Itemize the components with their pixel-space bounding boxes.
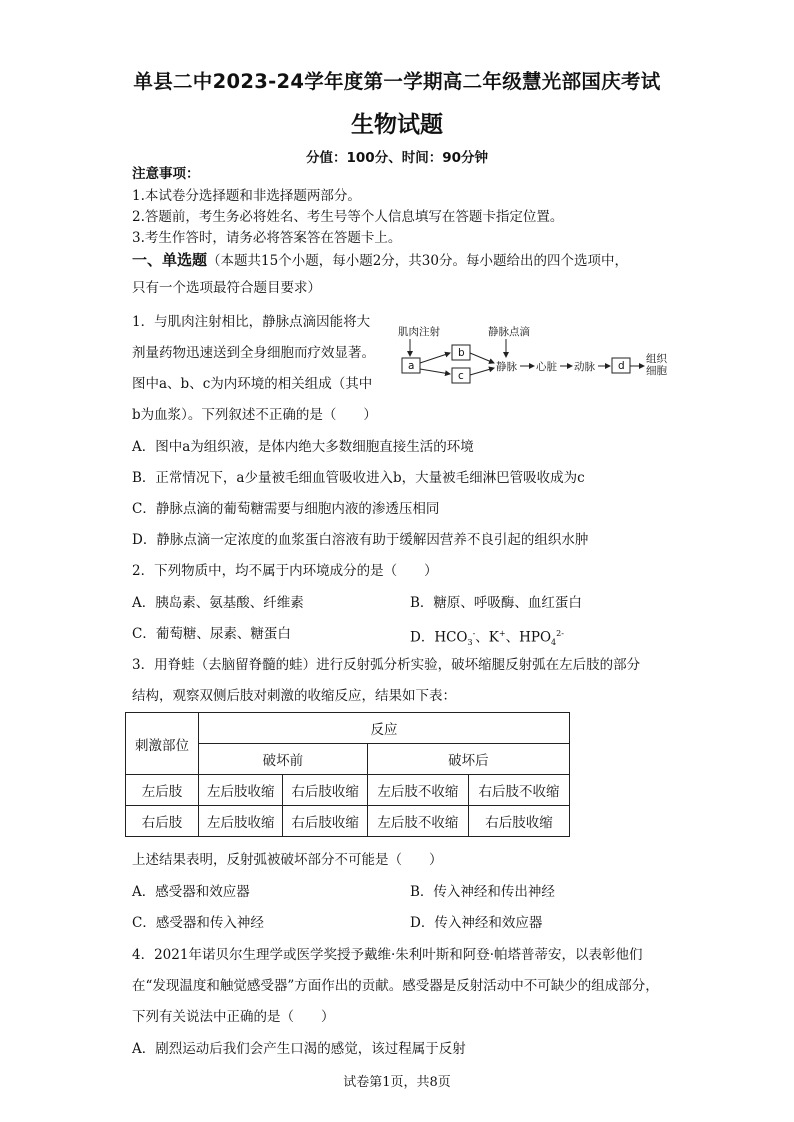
score-info: 分值：100分、时间：90分钟	[306, 150, 488, 166]
q1-stem-line: 图中a、b、c为内环境的相关组成（其中	[132, 376, 373, 392]
table-row	[126, 713, 570, 744]
note-item: 3.考生作答时，请务必将答案答在答题卡上。	[132, 230, 402, 246]
q2-d-text: 、HPO	[505, 629, 552, 646]
q1-option-b: B．正常情况下，a少量被毛细血管吸收进入b，大量被毛细淋巴管吸收成为c	[132, 470, 585, 486]
q3-stem-line: 结构，观察双侧后肢对刺激的收缩反应，结果如下表：	[132, 688, 456, 704]
page-footer: 试卷第1页，共8页	[343, 1075, 451, 1090]
exam-subject: 生物试题	[351, 112, 443, 138]
q1-option-d: D．静脉点滴一定浓度的血浆蛋白溶液有助于缓解因营养不良引起的组织水肿	[132, 532, 589, 548]
table-cell: 左后肢	[126, 775, 199, 806]
q3-option-a: A．感受器和效应器	[132, 884, 250, 900]
arrow	[420, 369, 450, 374]
box-a-label: a	[408, 360, 415, 372]
box-c-label: c	[458, 370, 464, 382]
q3-option-c: C．感受器和传入神经	[132, 915, 264, 931]
q1-option-a: A．图中a为组织液，是体内绝大多数细胞直接生活的环境	[132, 439, 474, 455]
table-cell: 右后肢收缩	[283, 806, 367, 837]
q3-stem-line: 3．用脊蛙（去脑留脊髓的蛙）进行反射弧分析实验，破坏缩腿反射弧在左后肢的部分	[132, 657, 641, 673]
box-d-label: d	[618, 360, 625, 372]
header-site: 刺激部位	[126, 713, 199, 775]
q1-stem-line: 1．与肌肉注射相比，静脉点滴因能将大	[132, 314, 371, 330]
q2-d-sup: 2-	[556, 629, 564, 638]
note-item: 1.本试卷分选择题和非选择题两部分。	[132, 188, 361, 204]
table-cell: 左后肢收缩	[199, 806, 283, 837]
table-cell: 右后肢收缩	[283, 775, 367, 806]
table-cell: 右后肢	[126, 806, 199, 837]
q1-option-c: C．静脉点滴的葡萄糖需要与细胞内液的渗透压相同	[132, 501, 440, 517]
table-cell: 右后肢不收缩	[468, 775, 569, 806]
header-response: 反应	[199, 713, 570, 744]
body-fluid-diagram	[396, 323, 676, 395]
table-cell: 右后肢收缩	[468, 806, 569, 837]
q3-option-b: B．传入神经和传出神经	[410, 884, 555, 900]
node-heart: 心脏	[536, 361, 557, 373]
header-before: 破坏前	[199, 744, 368, 775]
q1-stem-line: b为血浆）。下列叙述不正确的是（ ）	[132, 407, 377, 423]
q3-conclusion: 上述结果表明，反射弧被破坏部分不可能是（ ）	[132, 852, 443, 868]
q2-d-text: 、K	[475, 629, 499, 646]
section1-title: 一、单选题	[132, 251, 208, 269]
q4-stem-line: 下列有关说法中正确的是（ ）	[132, 1009, 335, 1025]
q2-stem: 2．下列物质中，均不属于内环境成分的是（ ）	[132, 563, 438, 579]
q4-stem-line: 在“发现温度和触觉感受器”方面作出的贡献。感受器是反射活动中不可缺少的组成部分，	[132, 978, 659, 994]
note-item: 2.答题前，考生务必将姓名、考生号等个人信息填写在答题卡指定位置。	[132, 209, 564, 225]
arrow	[470, 353, 494, 363]
q2-d-sub: 3	[467, 638, 473, 648]
section1-heading	[132, 251, 628, 270]
node-cells: 细胞	[646, 365, 667, 377]
q2-option-b: B．糖原、呼吸酶、血红蛋白	[410, 595, 582, 611]
q2-d-sup: -	[472, 629, 476, 638]
table-row	[126, 775, 570, 806]
table-cell: 左后肢不收缩	[367, 806, 468, 837]
q4-stem-line: 4．2021年诺贝尔生理学或医学奖授予戴维·朱利叶斯和阿登·帕塔普蒂安，以表彰他们	[132, 947, 643, 963]
section1-desc: （本题共15个小题，每小题2分，共30分。每小题给出的四个选项中，	[207, 253, 628, 269]
table-cell: 左后肢收缩	[199, 775, 283, 806]
q2-option-c: C．葡萄糖、尿素、糖蛋白	[132, 626, 291, 642]
q1-stem-line: 剂量药物迅速送到全身细胞而疗效显著。	[132, 345, 375, 361]
q4-option-a: A．剧烈运动后我们会产生口渴的感觉，该过程属于反射	[132, 1041, 466, 1057]
label-iv-drip: 静脉点滴	[488, 326, 530, 338]
arrow	[470, 368, 494, 375]
table-cell: 左后肢不收缩	[367, 775, 468, 806]
node-cells: 组织	[646, 353, 667, 365]
header-after: 破坏后	[367, 744, 569, 775]
label-im-injection: 肌肉注射	[398, 326, 440, 338]
box-b-label: b	[458, 347, 465, 359]
arrow	[420, 353, 450, 363]
exam-title: 单县二中2023-24学年度第一学期高二年级慧光部国庆考试	[133, 70, 661, 93]
node-artery: 动脉	[574, 361, 595, 373]
q2-d-text: D．HCO	[410, 629, 468, 646]
q2-option-d	[410, 625, 564, 652]
q2-d-sup: +	[498, 629, 506, 638]
node-vein: 静脉	[496, 361, 517, 373]
section1-desc-cont: 只有一个选项最符合题目要求）	[132, 280, 321, 296]
q2-option-a: A．胰岛素、氨基酸、纤维素	[132, 595, 304, 611]
notes-heading: 注意事项：	[132, 166, 200, 182]
q2-d-sub: 4	[551, 638, 557, 648]
results-table	[125, 712, 570, 837]
table-row	[126, 806, 570, 837]
q3-option-d: D．传入神经和效应器	[410, 915, 543, 931]
